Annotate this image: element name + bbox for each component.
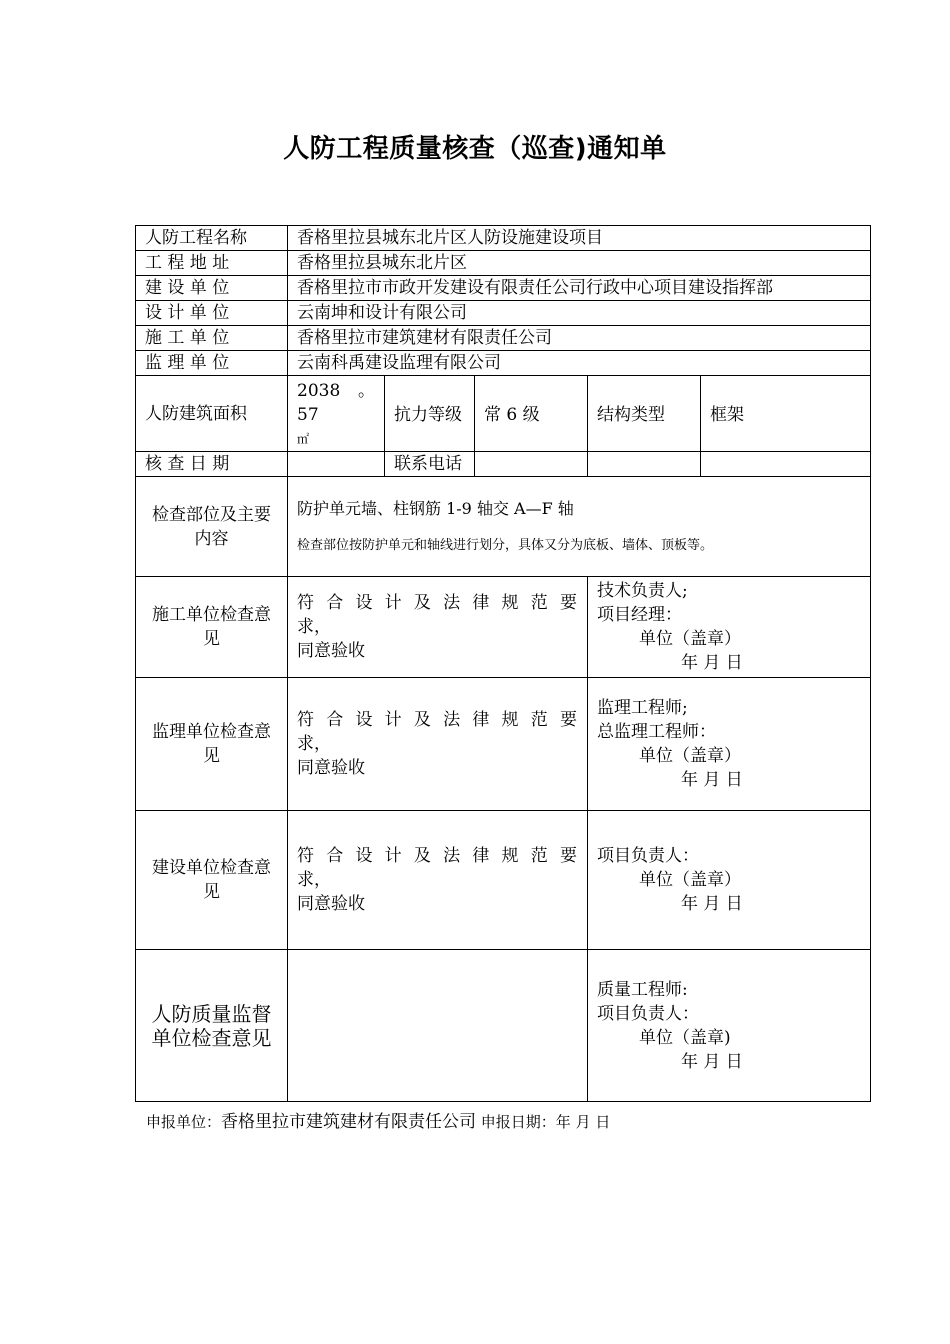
row-constructor	[136, 326, 871, 351]
report-unit-label: 申报单位：	[146, 1113, 222, 1131]
seal-label: 单位（盖章）	[639, 629, 741, 649]
row-supervisor-opinion	[136, 678, 871, 811]
seal-label: 单位（盖章）	[639, 746, 741, 766]
inspection-note: 检查部位按防护单元和轴线进行划分，具体又分为底板、墙体、顶板等。	[297, 538, 714, 553]
phone-label: 联系电话	[385, 452, 475, 477]
phone-value	[475, 452, 588, 477]
inspection-content: 防护单元墙、柱钢筋 1-9 轴交 A—F 轴	[297, 499, 574, 518]
row-builder	[136, 276, 871, 301]
row-constructor-opinion	[136, 577, 871, 678]
seal-label: 单位（盖章）	[639, 870, 741, 890]
inspection-cell	[288, 477, 871, 577]
row-supervisor	[136, 351, 871, 376]
row-designer	[136, 301, 871, 326]
row-address	[136, 251, 871, 276]
project-name-value: 香格里拉县城东北片区人防设施建设项目	[288, 226, 871, 251]
chief-supervising-engineer-label: 总监理工程师：	[597, 722, 716, 742]
blank-cell-1	[588, 452, 701, 477]
report-date-label: 申报日期：年 月 日	[480, 1113, 611, 1131]
supervisor-opinion-label: 监理单位检查意见	[136, 678, 288, 811]
opinion-line-1: 符合设计及法律规范要	[297, 846, 578, 866]
supervisor-opinion-text	[288, 678, 588, 811]
notice-form-table	[135, 225, 871, 1102]
area-unit: ㎡	[297, 432, 310, 446]
opinion-line-2: 求，	[297, 734, 331, 754]
project-name-label: 人防工程名称	[136, 226, 288, 251]
sign-date: 年 月 日	[681, 1051, 743, 1072]
blank-cell-2	[701, 452, 871, 477]
opinion-line-3: 同意验收	[297, 894, 365, 914]
row-quality-opinion	[136, 950, 871, 1102]
opinion-line-3: 同意验收	[297, 758, 365, 778]
page-title: 人防工程质量核查（巡查)通知单	[283, 134, 667, 164]
builder-label: 建 设 单 位	[136, 276, 288, 301]
structure-value: 框架	[701, 376, 871, 452]
area-value: 2038 。 57	[297, 381, 375, 425]
builder-signature	[588, 811, 871, 950]
inspection-label: 检查部位及主要内容	[136, 477, 288, 577]
structure-label: 结构类型	[588, 376, 701, 452]
check-date-label: 核 查 日 期	[136, 452, 288, 477]
row-inspection	[136, 477, 871, 577]
area-cell	[288, 376, 385, 452]
sign-date: 年 月 日	[681, 894, 743, 914]
row-area	[136, 376, 871, 452]
constructor-signature	[588, 577, 871, 678]
resistance-label: 抗力等级	[385, 376, 475, 452]
constructor-value: 香格里拉市建筑建材有限责任公司	[288, 326, 871, 351]
project-manager-label: 项目经理：	[597, 605, 682, 625]
builder-value: 香格里拉市市政开发建设有限责任公司行政中心项目建设指挥部	[288, 276, 871, 301]
supervising-engineer-label: 监理工程师;	[597, 698, 688, 718]
check-date-value	[288, 452, 385, 477]
address-value: 香格里拉县城东北片区	[288, 251, 871, 276]
constructor-label: 施 工 单 位	[136, 326, 288, 351]
quality-engineer-label: 质量工程师:	[597, 979, 688, 1000]
supervisor-signature	[588, 678, 871, 811]
row-builder-opinion	[136, 811, 871, 950]
designer-label: 设 计 单 位	[136, 301, 288, 326]
report-footer	[146, 1107, 610, 1132]
resistance-value: 常 6 级	[475, 376, 588, 452]
constructor-opinion-label: 施工单位检查意见	[136, 577, 288, 678]
opinion-line-1: 符合设计及法律规范要	[297, 710, 578, 730]
supervisor-value: 云南科禹建设监理有限公司	[288, 351, 871, 376]
project-lead-label: 项目负责人：	[597, 846, 699, 866]
builder-opinion-text	[288, 811, 588, 950]
row-date	[136, 452, 871, 477]
address-label: 工 程 地 址	[136, 251, 288, 276]
quality-opinion-text	[288, 950, 588, 1102]
opinion-line-1: 符合设计及法律规范要	[297, 593, 578, 613]
quality-opinion-label: 人防质量监督单位检查意见	[136, 950, 288, 1102]
project-lead-label: 项目负责人：	[597, 1003, 699, 1024]
report-unit-value: 香格里拉市建筑建材有限责任公司	[221, 1112, 477, 1132]
sign-date: 年 月 日	[681, 653, 743, 673]
supervisor-label: 监 理 单 位	[136, 351, 288, 376]
constructor-opinion-text	[288, 577, 588, 678]
sign-date: 年 月 日	[681, 770, 743, 790]
row-project-name	[136, 226, 871, 251]
quality-signature	[588, 950, 871, 1102]
designer-value: 云南坤和设计有限公司	[288, 301, 871, 326]
opinion-line-2: 求，	[297, 617, 331, 637]
builder-opinion-label: 建设单位检查意见	[136, 811, 288, 950]
opinion-line-3: 同意验收	[297, 641, 365, 661]
tech-lead-label: 技术负责人;	[597, 581, 688, 601]
seal-label: 单位（盖章)	[639, 1027, 731, 1048]
opinion-line-2: 求，	[297, 870, 331, 890]
area-label: 人防建筑面积	[136, 376, 288, 452]
